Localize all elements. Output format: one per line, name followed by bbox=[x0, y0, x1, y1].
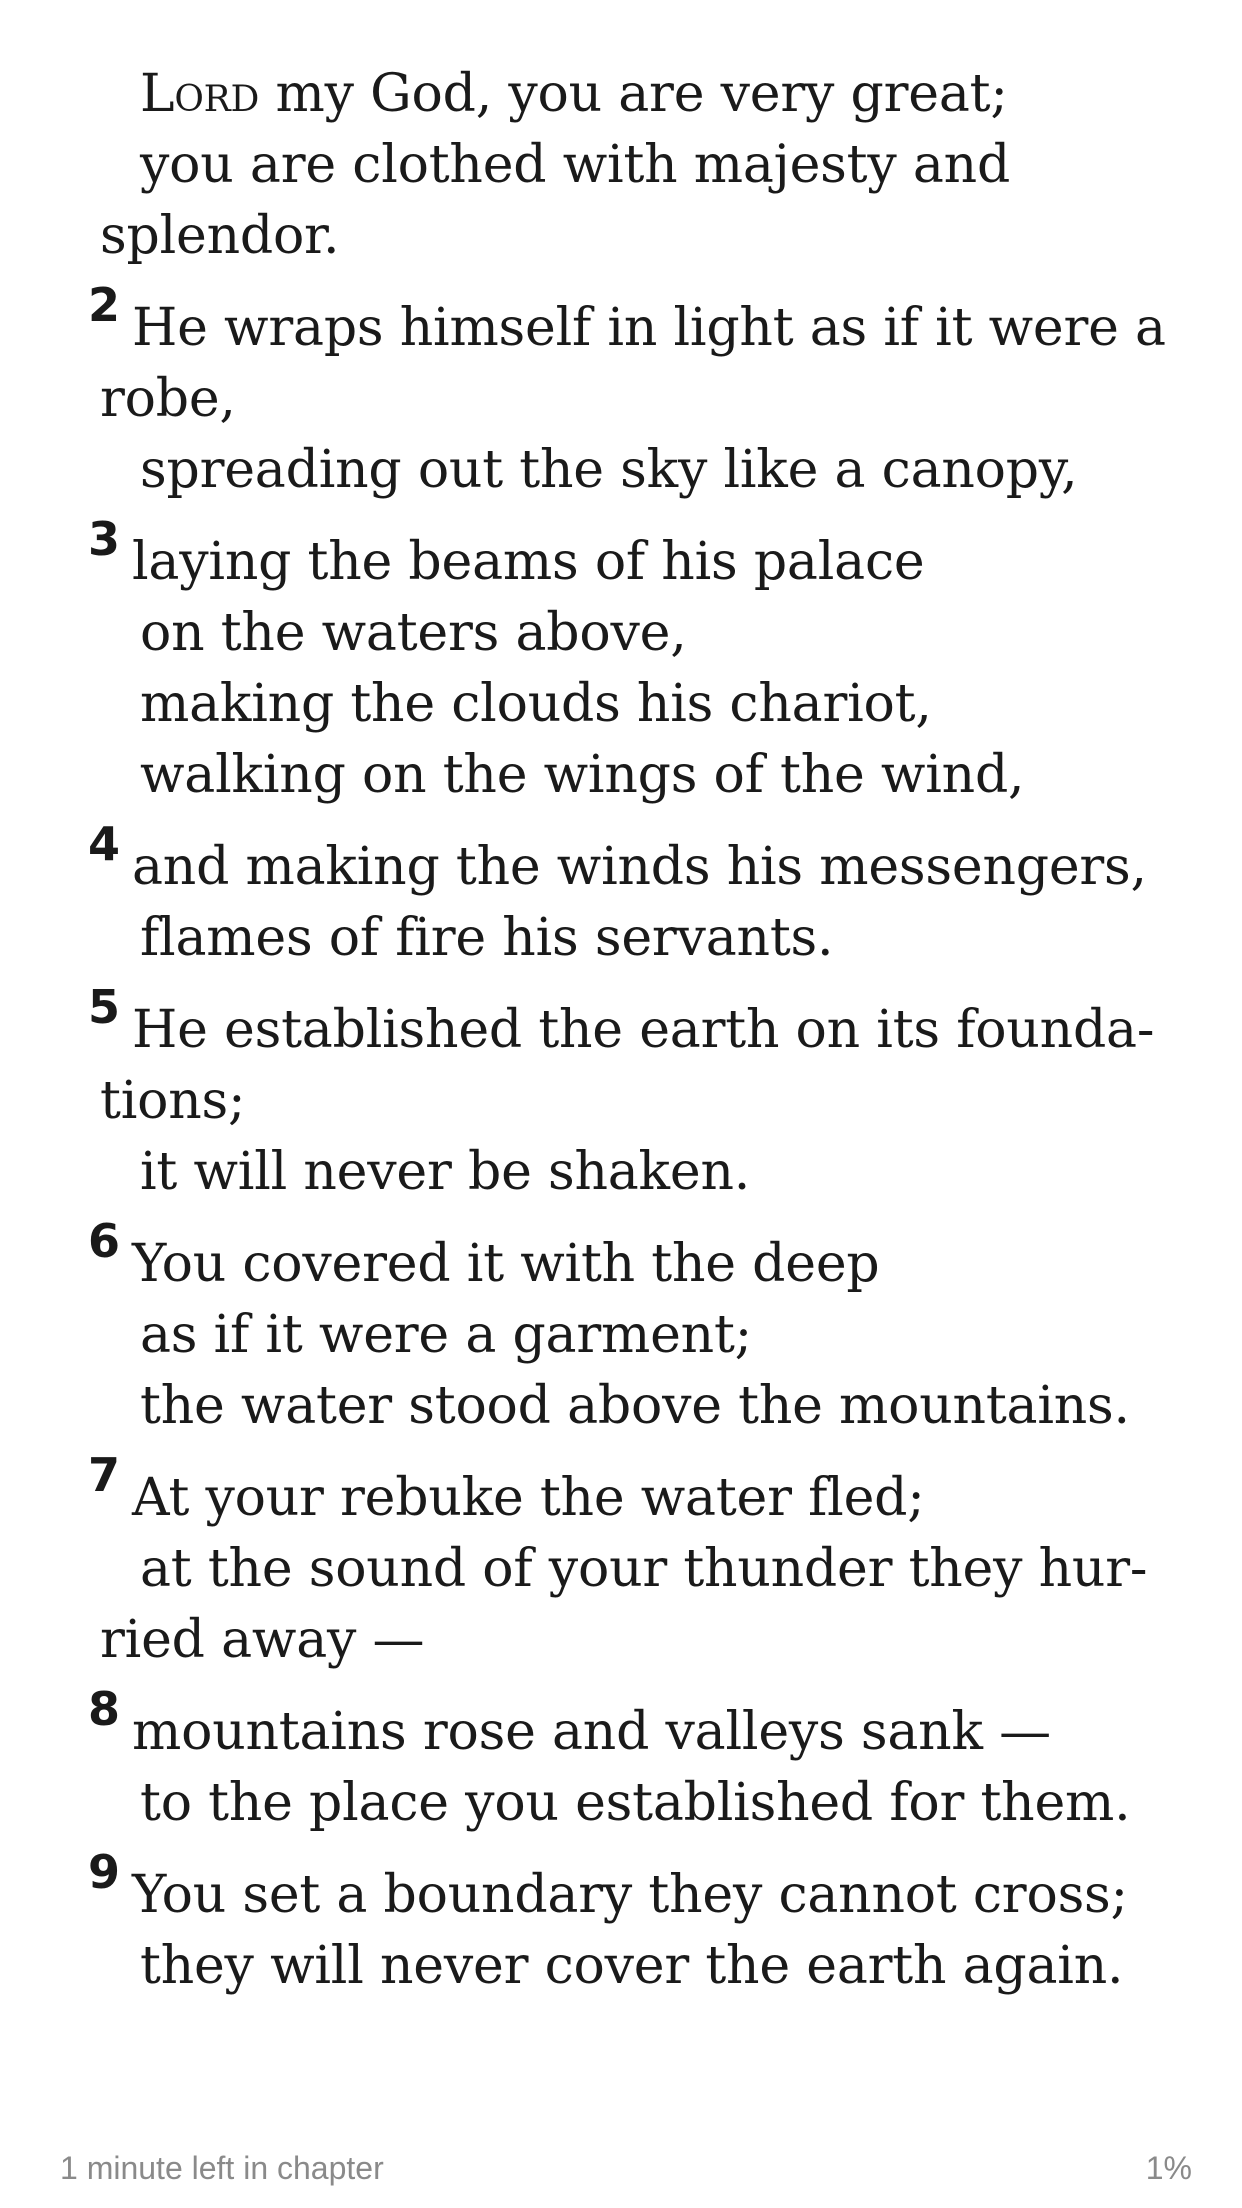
verse-1-line-1 bbox=[140, 64, 1008, 124]
verse-5-line-2: tions; bbox=[100, 1071, 246, 1131]
time-left-in-chapter: 1 minute left in chapter bbox=[60, 2150, 384, 2186]
reading-progress-percent: 1% bbox=[1145, 2150, 1192, 2186]
verse-9-line-1: You set a boundary they cannot cross; bbox=[132, 1865, 1128, 1925]
verse-7-line-2: at the sound of your thunder they hur- bbox=[140, 1539, 1148, 1599]
verse-number: 8 bbox=[88, 1682, 121, 1736]
verse-7-line-3: ried away — bbox=[100, 1610, 425, 1670]
verse-number: 2 bbox=[88, 278, 121, 332]
verse-2-line-3: spreading out the sky like a canopy, bbox=[140, 440, 1078, 500]
verse-2-line-2: robe, bbox=[100, 369, 236, 429]
verse-5-line-1: He established the earth on its founda- bbox=[132, 1000, 1155, 1060]
verse-6-line-1: You covered it with the deep bbox=[132, 1234, 880, 1294]
verse-1-line-3: splendor. bbox=[100, 206, 340, 266]
verse-3-line-3: making the clouds his chariot, bbox=[140, 674, 932, 734]
verse-3-line-2: on the waters above, bbox=[140, 603, 687, 663]
verse-2-line-1: He wraps himself in light as if it were a bbox=[132, 298, 1166, 358]
verse-1-line-2: you are clothed with majesty and bbox=[140, 135, 1011, 195]
verse-number: 3 bbox=[88, 512, 121, 566]
verse-7-line-1: At your rebuke the water fled; bbox=[132, 1468, 925, 1528]
verse-5-line-3: it will never be shaken. bbox=[140, 1142, 751, 1202]
verse-number: 5 bbox=[88, 980, 121, 1034]
verse-3-line-4: walking on the wings of the wind, bbox=[140, 745, 1025, 805]
lord-small-caps: Lord bbox=[140, 64, 260, 124]
verse-number: 9 bbox=[88, 1845, 121, 1899]
verse-number: 6 bbox=[88, 1214, 121, 1268]
verse-6-line-2: as if it were a garment; bbox=[140, 1305, 752, 1365]
verse-9-line-2: they will never cover the earth again. bbox=[140, 1936, 1124, 1996]
verse-8-line-2: to the place you established for them. bbox=[140, 1773, 1131, 1833]
verse-4-line-1: and making the winds his messengers, bbox=[132, 837, 1147, 897]
verse-6-line-3: the water stood above the mountains. bbox=[140, 1376, 1130, 1436]
verse-number: 7 bbox=[88, 1448, 121, 1502]
verse-text: my God, you are very great; bbox=[259, 64, 1008, 124]
verse-8-line-1: mountains rose and valleys sank — bbox=[132, 1702, 1051, 1762]
verse-number: 4 bbox=[88, 817, 121, 871]
verse-3-line-1: laying the beams of his palace bbox=[132, 532, 925, 592]
verse-4-line-2: flames of fire his servants. bbox=[140, 908, 834, 968]
